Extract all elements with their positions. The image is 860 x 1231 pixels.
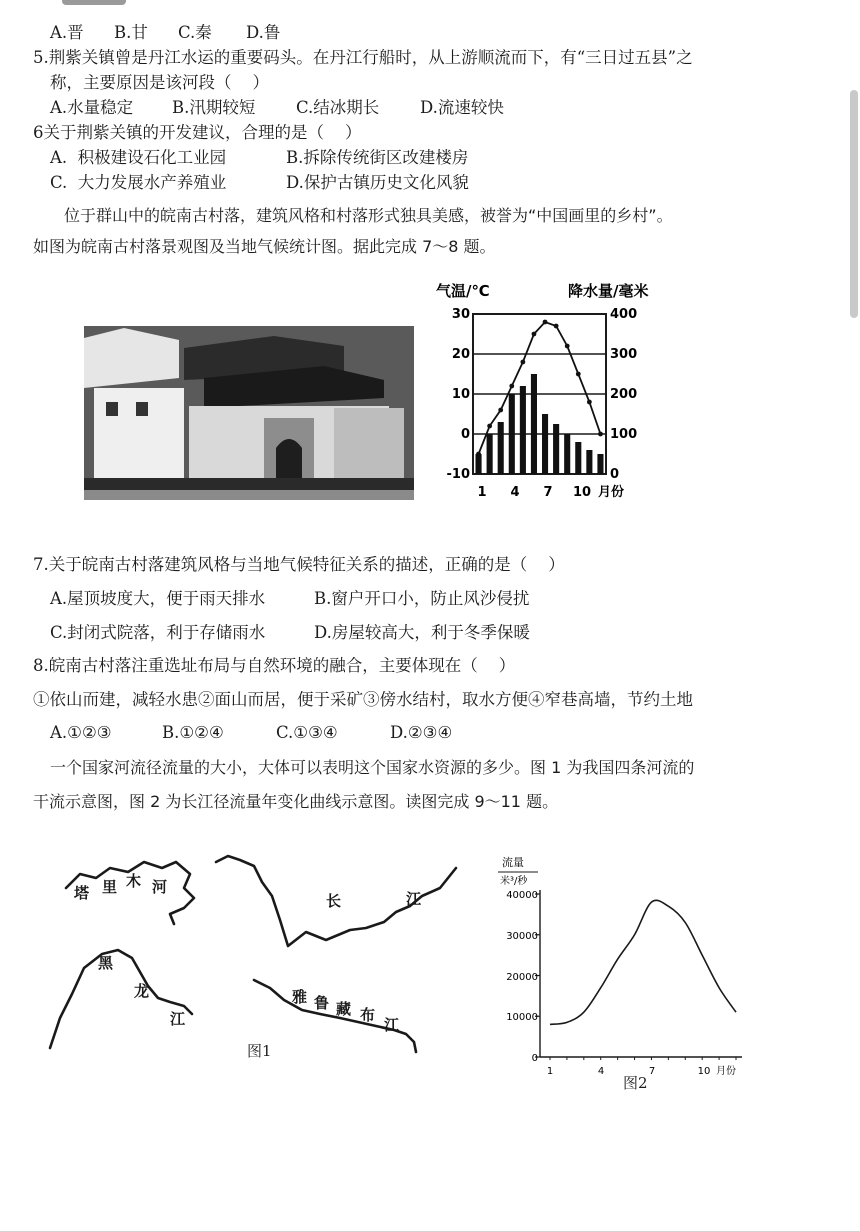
temp-tick-label: 30 bbox=[451, 307, 470, 322]
runoff-y-tick-label: 20000 bbox=[506, 972, 538, 983]
q8-items: ①依山而建，减轻水患②面山而居，便于采矿③傍水结村，取水方便④窄巷高墙，节约土地 bbox=[33, 690, 693, 709]
runoff-x-tick-label: 4 bbox=[597, 1066, 605, 1077]
river-label-li: 里 bbox=[102, 878, 118, 896]
figure1-river-map bbox=[44, 848, 464, 1070]
runoff-x-tick-label: 1 bbox=[546, 1066, 554, 1077]
temperature-point bbox=[598, 432, 603, 437]
month-unit-label: 月份 bbox=[598, 485, 625, 500]
runoff-x-unit: 月份 bbox=[716, 1066, 736, 1077]
climate-left-axis-title: 气温/℃ bbox=[436, 282, 490, 300]
river-label-zang: 藏 bbox=[336, 1000, 352, 1018]
precipitation-bar bbox=[575, 442, 581, 474]
river-label-jiang: 江 bbox=[406, 890, 422, 908]
q8-option-b: B.①②④ bbox=[162, 723, 224, 742]
q5-option-d: D.流速较快 bbox=[420, 98, 504, 117]
river-label-hei: 黑 bbox=[98, 954, 114, 972]
runoff-y-unit: 米³/秒 bbox=[500, 876, 528, 887]
passage2-line1: 一个国家河流径流量的大小，大体可以表明这个国家水资源的多少。图 1 为我国四条河流的 bbox=[50, 758, 695, 777]
precipitation-bar bbox=[531, 374, 537, 474]
runoff-x-tick-label: 10 bbox=[697, 1066, 711, 1077]
temperature-point bbox=[565, 344, 570, 349]
runoff-x-tick-label: 7 bbox=[648, 1066, 656, 1077]
passage1-line1: 位于群山中的皖南古村落，建筑风格和村落形式独具美感，被誉为“中国画里的乡村”。 bbox=[64, 206, 673, 225]
river-label-ta: 塔 bbox=[74, 884, 90, 902]
river-label-long: 龙 bbox=[134, 982, 150, 1000]
temperature-point bbox=[532, 332, 537, 337]
q5-option-b: B.汛期较短 bbox=[172, 98, 256, 117]
climate-chart bbox=[428, 278, 678, 508]
q8-option-c: C.①③④ bbox=[276, 723, 338, 742]
runoff-y-tick-label: 10000 bbox=[506, 1012, 538, 1023]
vertical-scrollbar[interactable] bbox=[850, 90, 858, 318]
precip-tick-label: 100 bbox=[610, 427, 638, 442]
river-label-bu: 布 bbox=[360, 1006, 376, 1024]
temperature-point bbox=[509, 384, 514, 389]
q8-option-d: D.②③④ bbox=[390, 723, 453, 742]
precipitation-bar bbox=[542, 414, 548, 474]
q5-option-c: C.结冰期长 bbox=[296, 98, 380, 117]
temperature-point bbox=[476, 452, 481, 457]
q7-option-b: B.窗户开口小，防止风沙侵扰 bbox=[314, 589, 530, 608]
runoff-y-tick-label: 30000 bbox=[506, 931, 538, 942]
q7-stem: 7.关于皖南古村落建筑风格与当地气候特征关系的描述，正确的是（ ） bbox=[33, 555, 565, 574]
runoff-curve bbox=[550, 900, 736, 1024]
precipitation-bar bbox=[475, 454, 481, 474]
temp-tick-label: -10 bbox=[446, 467, 470, 482]
river-label-he: 河 bbox=[152, 878, 168, 896]
q6-option-c: C. 大力发展水产养殖业 bbox=[50, 173, 227, 192]
figure1-caption: 图1 bbox=[247, 1042, 272, 1060]
figure2-caption: 图2 bbox=[623, 1074, 648, 1092]
temperature-point bbox=[576, 372, 581, 377]
temperature-point bbox=[498, 408, 503, 413]
river-label-chang: 长 bbox=[326, 892, 342, 910]
q7-option-c: C.封闭式院落，利于存储雨水 bbox=[50, 623, 266, 642]
runoff-y-title: 流量 bbox=[502, 856, 524, 869]
runoff-y-tick-label: 0 bbox=[531, 1053, 538, 1064]
q6-option-a: A. 积极建设石化工业园 bbox=[50, 148, 227, 167]
precipitation-bar bbox=[520, 386, 526, 474]
precip-tick-label: 300 bbox=[610, 347, 638, 362]
precipitation-bar bbox=[597, 454, 603, 474]
figure2-runoff-chart bbox=[480, 850, 770, 1100]
q8-option-a: A.①②③ bbox=[50, 723, 112, 742]
precipitation-bar bbox=[498, 422, 504, 474]
temperature-point bbox=[554, 324, 559, 329]
month-tick-label: 4 bbox=[510, 485, 520, 500]
month-tick-label: 10 bbox=[572, 485, 592, 500]
precip-tick-label: 200 bbox=[610, 387, 638, 402]
temp-tick-label: 0 bbox=[460, 427, 470, 442]
q4-option-b: B.甘 bbox=[114, 23, 148, 42]
q5-stem-line1: 5.荆紫关镇曾是丹江水运的重要码头。在丹江行船时，从上游顺流而下，有“三日过五县”之 bbox=[33, 48, 693, 67]
temperature-point bbox=[587, 400, 592, 405]
top-scroll-indicator bbox=[62, 0, 126, 5]
river-label-mu: 木 bbox=[126, 872, 142, 890]
q6-option-b: B.拆除传统街区改建楼房 bbox=[286, 148, 469, 167]
q6-stem: 6关于荆紫关镇的开发建议，合理的是（ ） bbox=[33, 123, 362, 142]
temperature-point bbox=[543, 320, 548, 325]
q6-option-d: D.保护古镇历史文化风貌 bbox=[286, 173, 469, 192]
river-label-ya: 雅 bbox=[292, 988, 308, 1006]
temperature-point bbox=[520, 360, 525, 365]
river-label-lu: 鲁 bbox=[314, 994, 330, 1012]
q4-option-c: C.秦 bbox=[178, 23, 212, 42]
river-label-jiang: 江 bbox=[170, 1010, 186, 1028]
precip-tick-label: 0 bbox=[610, 467, 620, 482]
q5-stem-line2: 称，主要原因是该河段（ ） bbox=[50, 73, 269, 92]
q4-option-d: D.鲁 bbox=[246, 23, 281, 42]
temp-tick-label: 10 bbox=[451, 387, 470, 402]
month-tick-label: 7 bbox=[543, 485, 553, 500]
temperature-point bbox=[487, 424, 492, 429]
climate-right-axis-title: 降水量/毫米 bbox=[568, 282, 649, 300]
q7-option-a: A.屋顶坡度大，便于雨天排水 bbox=[50, 589, 266, 608]
passage2-line2: 干流示意图，图 2 为长江径流量年变化曲线示意图。读图完成 9～11 题。 bbox=[33, 792, 559, 811]
passage1-line2: 如图为皖南古村落景观图及当地气候统计图。据此完成 7～8 题。 bbox=[33, 237, 496, 256]
river-label-jiang: 江 bbox=[384, 1016, 400, 1034]
month-tick-label: 1 bbox=[477, 485, 487, 500]
precip-tick-label: 400 bbox=[610, 307, 638, 322]
precipitation-bar bbox=[509, 394, 515, 474]
precipitation-bar bbox=[586, 450, 592, 474]
runoff-y-tick-label: 40000 bbox=[506, 890, 538, 901]
heilongjiang-river-line bbox=[50, 950, 192, 1048]
q7-option-d: D.房屋较高大，利于冬季保暖 bbox=[314, 623, 530, 642]
precipitation-bar bbox=[487, 434, 493, 474]
q5-option-a: A.水量稳定 bbox=[50, 98, 134, 117]
village-landscape-image bbox=[84, 318, 414, 500]
temp-tick-label: 20 bbox=[451, 347, 470, 362]
precipitation-bar bbox=[564, 434, 570, 474]
precipitation-bar bbox=[553, 424, 559, 474]
q4-option-a: A.晋 bbox=[50, 23, 84, 42]
q8-stem: 8.皖南古村落注重选址布局与自然环境的融合，主要体现在（ ） bbox=[33, 656, 516, 675]
